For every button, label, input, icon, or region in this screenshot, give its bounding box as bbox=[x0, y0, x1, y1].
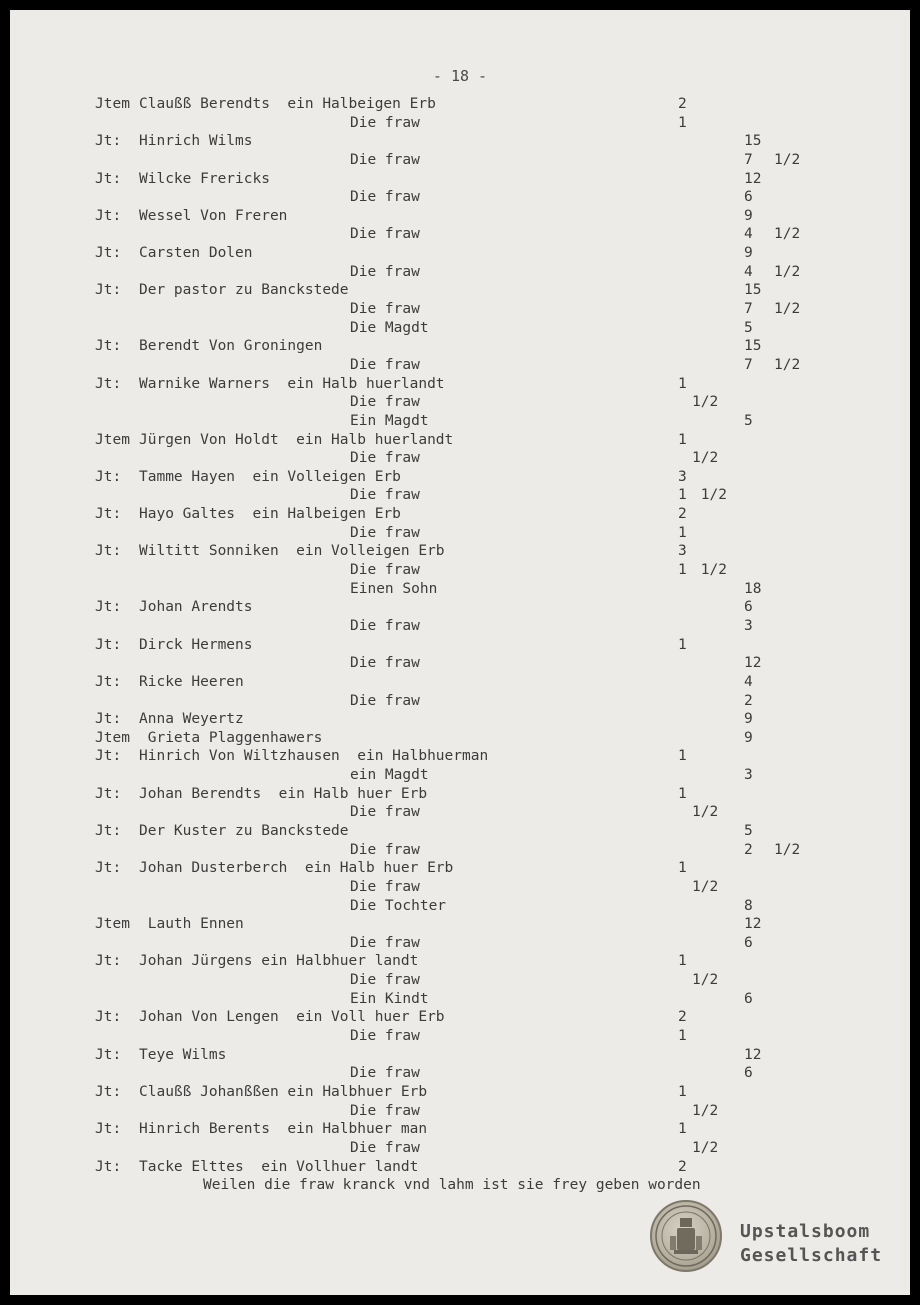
entry-sub-label: Die fraw bbox=[350, 301, 420, 318]
ledger-row bbox=[10, 151, 910, 170]
value-col-b: 9 bbox=[744, 711, 753, 728]
ledger-row bbox=[10, 692, 910, 711]
ledger-row bbox=[10, 170, 910, 189]
entry-prefix: Jt: bbox=[95, 133, 122, 150]
ledger-row bbox=[10, 1176, 910, 1195]
ledger-row bbox=[10, 841, 910, 860]
value-col-b: 9 bbox=[744, 207, 753, 224]
value-col-b: 2 bbox=[744, 841, 753, 858]
value-col-b: 6 bbox=[744, 934, 753, 951]
value-col-b: 15 bbox=[744, 133, 762, 150]
entry-sub-label: Die fraw bbox=[350, 189, 420, 206]
ledger-row bbox=[10, 486, 910, 505]
entry-name: Grieta Plaggenhawers bbox=[139, 729, 323, 746]
upstalsboom-seal-logo bbox=[650, 1200, 722, 1272]
brand-line-1: Upstalsboom bbox=[740, 1221, 871, 1242]
value-col-b: 12 bbox=[744, 916, 762, 933]
ledger-row bbox=[10, 915, 910, 934]
entry-sub-label: Die fraw bbox=[350, 226, 420, 243]
entry-prefix: Jt: bbox=[95, 245, 122, 262]
ledger-row bbox=[10, 375, 910, 394]
entry-sub-label: Die fraw bbox=[350, 655, 420, 672]
value-col-b: 15 bbox=[744, 282, 762, 299]
value-col-b: 5 bbox=[744, 822, 753, 839]
entry-sub-label: Die Tochter bbox=[350, 897, 447, 914]
ledger-row bbox=[10, 505, 910, 524]
entry-sub-label: Die fraw bbox=[350, 394, 420, 411]
ledger-row bbox=[10, 952, 910, 971]
entry-name: Johan Jürgens ein Halbhuer landt bbox=[139, 953, 419, 970]
value-col-b: 3 bbox=[744, 617, 753, 634]
ledger-row bbox=[10, 188, 910, 207]
value-col-b: 6 bbox=[744, 1065, 753, 1082]
ledger-row bbox=[10, 934, 910, 953]
ledger-row bbox=[10, 1158, 910, 1177]
ledger-row bbox=[10, 1008, 910, 1027]
ledger-row bbox=[10, 449, 910, 468]
ledger-row bbox=[10, 281, 910, 300]
entry-prefix: Jt: bbox=[95, 1046, 122, 1063]
page-number: - 18 - bbox=[432, 67, 488, 85]
entry-prefix: Jt: bbox=[95, 543, 122, 560]
entry-prefix: Jt: bbox=[95, 953, 122, 970]
entry-name: Warnike Warners ein Halb huerlandt bbox=[139, 375, 445, 392]
value-col-a: 2 bbox=[678, 1009, 687, 1026]
entry-name: Tacke Elttes ein Vollhuer landt bbox=[139, 1158, 419, 1175]
entry-note: Weilen die fraw kranck vnd lahm ist sie frey geben worden bbox=[203, 1177, 701, 1194]
value-col-a: 1 bbox=[678, 636, 687, 653]
entry-name: Wilcke Frericks bbox=[139, 170, 270, 187]
entry-prefix: Jtem bbox=[95, 431, 130, 448]
value-col-b: 4 bbox=[744, 226, 753, 243]
entry-name: Johan Dusterberch ein Halb huer Erb bbox=[139, 860, 454, 877]
ledger-row bbox=[10, 431, 910, 450]
entry-sub-label: Ein Kindt bbox=[350, 990, 429, 1007]
entry-sub-label: Die fraw bbox=[350, 562, 420, 579]
ledger-row bbox=[10, 803, 910, 822]
entry-prefix: Jt: bbox=[95, 1158, 122, 1175]
value-col-a-fraction: 1/2 bbox=[692, 1139, 719, 1156]
entry-sub-label: Die Magdt bbox=[350, 319, 429, 336]
ledger-row bbox=[10, 971, 910, 990]
ledger-row bbox=[10, 337, 910, 356]
entry-prefix: Jtem bbox=[95, 96, 130, 112]
ledger-row bbox=[10, 673, 910, 692]
value-col-a-fraction: 1/2 bbox=[692, 972, 719, 989]
entry-prefix: Jt: bbox=[95, 785, 122, 802]
entry-sub-label: Die fraw bbox=[350, 263, 420, 280]
ledger-row bbox=[10, 1027, 910, 1046]
entry-name: Johan Arendts bbox=[139, 599, 253, 616]
ledger-row bbox=[10, 822, 910, 841]
ledger-row bbox=[10, 1046, 910, 1065]
entry-sub-label: Die fraw bbox=[350, 878, 420, 895]
ledger-row bbox=[10, 617, 910, 636]
value-col-b: 5 bbox=[744, 319, 753, 336]
ledger-row bbox=[10, 1102, 910, 1121]
ledger-row bbox=[10, 524, 910, 543]
ledger-row bbox=[10, 1064, 910, 1083]
entry-prefix: Jt: bbox=[95, 860, 122, 877]
ledger-row bbox=[10, 990, 910, 1009]
ledger-row bbox=[10, 319, 910, 338]
value-col-b: 12 bbox=[744, 1046, 762, 1063]
document-page bbox=[10, 10, 910, 1295]
entry-sub-label: Die fraw bbox=[350, 841, 420, 858]
entry-prefix: Jtem bbox=[95, 916, 130, 933]
value-col-b: 3 bbox=[744, 767, 753, 784]
entry-sub-label: Die fraw bbox=[350, 450, 420, 467]
entry-name: Wessel Von Freren bbox=[139, 207, 288, 224]
brand-name bbox=[740, 1220, 882, 1268]
entry-sub-label: Die fraw bbox=[350, 972, 420, 989]
brand-line-2: Gesellschaft bbox=[740, 1245, 883, 1266]
entry-sub-label: Die fraw bbox=[350, 151, 420, 168]
ledger-row bbox=[10, 393, 910, 412]
entry-prefix: Jt: bbox=[95, 282, 122, 299]
entry-sub-label: Die fraw bbox=[350, 114, 420, 131]
entry-prefix: Jt: bbox=[95, 748, 122, 765]
value-col-c: 1/2 bbox=[774, 301, 801, 318]
entry-prefix: Jt: bbox=[95, 673, 122, 690]
entry-sub-label: Einen Sohn bbox=[350, 580, 438, 597]
value-col-a: 1 bbox=[678, 748, 687, 765]
entry-prefix: Jt: bbox=[95, 170, 122, 187]
entry-name: Claußß Johanßßen ein Halbhuer Erb bbox=[139, 1083, 428, 1100]
value-col-a: 1 bbox=[678, 1083, 687, 1100]
entry-name: Johan Von Lengen ein Voll huer Erb bbox=[139, 1009, 445, 1026]
ledger-row bbox=[10, 1139, 910, 1158]
entry-sub-label: Die fraw bbox=[350, 1139, 420, 1156]
ledger-row bbox=[10, 114, 910, 133]
entry-name: Anna Weyertz bbox=[139, 711, 244, 728]
entry-sub-label: Die fraw bbox=[350, 356, 420, 373]
ledger-row bbox=[10, 542, 910, 561]
ledger-row bbox=[10, 636, 910, 655]
ledger-row bbox=[10, 598, 910, 617]
entry-name: Tamme Hayen ein Volleigen Erb bbox=[139, 468, 401, 485]
value-col-a: 1 bbox=[678, 1121, 687, 1138]
value-col-b: 15 bbox=[744, 338, 762, 355]
entry-name: Lauth Ennen bbox=[139, 916, 244, 933]
value-col-c: 1/2 bbox=[774, 263, 801, 280]
entry-name: Carsten Dolen bbox=[139, 245, 253, 262]
value-col-b: 12 bbox=[744, 170, 762, 187]
entry-name: Hayo Galtes ein Halbeigen Erb bbox=[139, 506, 401, 523]
entry-prefix: Jt: bbox=[95, 338, 122, 355]
entry-prefix: Jt: bbox=[95, 468, 122, 485]
ledger-row bbox=[10, 356, 910, 375]
entry-name: Ricke Heeren bbox=[139, 673, 244, 690]
value-col-b: 9 bbox=[744, 729, 753, 746]
value-col-a: 1 bbox=[678, 562, 687, 579]
value-col-a: 1 bbox=[678, 487, 687, 504]
ledger-row bbox=[10, 263, 910, 282]
entry-prefix: Jt: bbox=[95, 375, 122, 392]
value-col-b: 9 bbox=[744, 245, 753, 262]
value-col-b: 6 bbox=[744, 599, 753, 616]
seal-emblem-icon bbox=[652, 1202, 720, 1270]
ledger-row bbox=[10, 132, 910, 151]
value-col-a: 3 bbox=[678, 543, 687, 560]
ledger-row bbox=[10, 244, 910, 263]
value-col-a: 1 bbox=[678, 524, 687, 541]
value-col-a: 1 bbox=[678, 860, 687, 877]
entry-name: Dirck Hermens bbox=[139, 636, 253, 653]
entry-prefix: Jt: bbox=[95, 1009, 122, 1026]
value-col-a: 1 bbox=[678, 785, 687, 802]
value-col-a-fraction: 1/2 bbox=[692, 450, 719, 467]
entry-prefix: Jtem bbox=[95, 729, 130, 746]
ledger-row bbox=[10, 561, 910, 580]
entry-name: Wiltitt Sonniken ein Volleigen Erb bbox=[139, 543, 445, 560]
value-col-b: 4 bbox=[744, 263, 753, 280]
value-col-c: 1/2 bbox=[774, 226, 801, 243]
value-col-b: 7 bbox=[744, 151, 753, 168]
entry-sub-label: Ein Magdt bbox=[350, 412, 429, 429]
value-col-a: 2 bbox=[678, 506, 687, 523]
value-col-b: 12 bbox=[744, 655, 762, 672]
entry-sub-label: Die fraw bbox=[350, 524, 420, 541]
value-col-a-fraction: 1/2 bbox=[692, 562, 727, 579]
entry-name: Hinrich Berents ein Halbhuer man bbox=[139, 1121, 428, 1138]
value-col-a: 1 bbox=[678, 431, 687, 448]
value-col-a: 3 bbox=[678, 468, 687, 485]
entry-prefix: Jt: bbox=[95, 506, 122, 523]
entry-name: Der Kuster zu Banckstede bbox=[139, 822, 349, 839]
value-col-b: 8 bbox=[744, 897, 753, 914]
entry-prefix: Jt: bbox=[95, 1083, 122, 1100]
value-col-a-fraction: 1/2 bbox=[692, 878, 719, 895]
ledger-row bbox=[10, 1083, 910, 1102]
value-col-a-fraction: 1/2 bbox=[692, 487, 727, 504]
value-col-c: 1/2 bbox=[774, 841, 801, 858]
entry-sub-label: Die fraw bbox=[350, 1065, 420, 1082]
ledger-row bbox=[10, 412, 910, 431]
ledger-row bbox=[10, 710, 910, 729]
entry-name: Hinrich Wilms bbox=[139, 133, 253, 150]
value-col-b: 7 bbox=[744, 356, 753, 373]
value-col-a: 2 bbox=[678, 96, 687, 112]
ledger-row bbox=[10, 300, 910, 319]
ledger-row bbox=[10, 785, 910, 804]
entry-sub-label: Die fraw bbox=[350, 1028, 420, 1045]
value-col-b: 7 bbox=[744, 301, 753, 318]
value-col-a-fraction: 1/2 bbox=[692, 1102, 719, 1119]
value-col-b: 5 bbox=[744, 412, 753, 429]
value-col-a: 1 bbox=[678, 953, 687, 970]
ledger-row bbox=[10, 580, 910, 599]
value-col-a-fraction: 1/2 bbox=[692, 394, 719, 411]
entry-sub-label: Die fraw bbox=[350, 487, 420, 504]
ledger-row bbox=[10, 1120, 910, 1139]
ledger-row bbox=[10, 766, 910, 785]
entry-sub-label: Die fraw bbox=[350, 617, 420, 634]
ledger-row bbox=[10, 878, 910, 897]
ledger-row bbox=[10, 897, 910, 916]
entry-name: Hinrich Von Wiltzhausen ein Halbhuerman bbox=[139, 748, 489, 765]
value-col-a: 1 bbox=[678, 375, 687, 392]
value-col-b: 2 bbox=[744, 692, 753, 709]
entry-prefix: Jt: bbox=[95, 636, 122, 653]
ledger-row bbox=[10, 729, 910, 748]
ledger-row bbox=[10, 207, 910, 226]
entry-name: Claußß Berendts ein Halbeigen Erb bbox=[139, 96, 436, 112]
entry-name: Teye Wilms bbox=[139, 1046, 227, 1063]
entry-prefix: Jt: bbox=[95, 207, 122, 224]
value-col-a: 1 bbox=[678, 1028, 687, 1045]
ledger-row bbox=[10, 225, 910, 244]
value-col-c: 1/2 bbox=[774, 356, 801, 373]
entry-sub-label: ein Magdt bbox=[350, 767, 429, 784]
entry-sub-label: Die fraw bbox=[350, 804, 420, 821]
value-col-a: 1 bbox=[678, 114, 687, 131]
entry-prefix: Jt: bbox=[95, 822, 122, 839]
entry-name: Johan Berendts ein Halb huer Erb bbox=[139, 785, 428, 802]
entry-sub-label: Die fraw bbox=[350, 1102, 420, 1119]
ledger-row bbox=[10, 468, 910, 487]
ledger-row bbox=[10, 859, 910, 878]
ledger-list bbox=[10, 95, 910, 1195]
ledger-row bbox=[10, 747, 910, 766]
value-col-b: 6 bbox=[744, 189, 753, 206]
value-col-a: 2 bbox=[678, 1158, 687, 1175]
entry-sub-label: Die fraw bbox=[350, 934, 420, 951]
value-col-b: 4 bbox=[744, 673, 753, 690]
entry-sub-label: Die fraw bbox=[350, 692, 420, 709]
entry-name: Berendt Von Groningen bbox=[139, 338, 323, 355]
value-col-c: 1/2 bbox=[774, 151, 801, 168]
entry-prefix: Jt: bbox=[95, 711, 122, 728]
entry-prefix: Jt: bbox=[95, 1121, 122, 1138]
value-col-b: 6 bbox=[744, 990, 753, 1007]
value-col-b: 18 bbox=[744, 580, 762, 597]
entry-prefix: Jt: bbox=[95, 599, 122, 616]
value-col-a-fraction: 1/2 bbox=[692, 804, 719, 821]
entry-name: Jürgen Von Holdt ein Halb huerlandt bbox=[139, 431, 454, 448]
entry-name: Der pastor zu Banckstede bbox=[139, 282, 349, 299]
ledger-row bbox=[10, 95, 910, 114]
ledger-row bbox=[10, 654, 910, 673]
